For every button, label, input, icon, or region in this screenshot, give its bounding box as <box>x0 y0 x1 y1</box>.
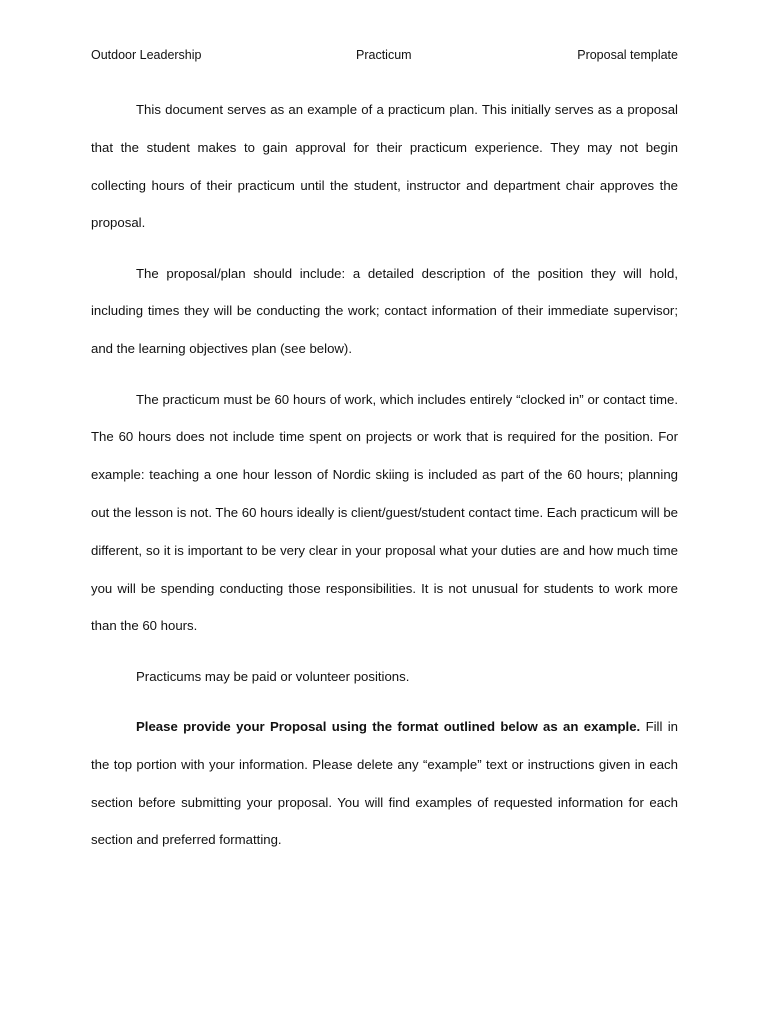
paragraph-proposal-contents: The proposal/plan should include: a detailed description of the position they will hold, including times they will be conducting the work; contact information of their immediate supervisor; and the learning objectives plan (see below). <box>91 265 678 357</box>
paragraph-instructions <box>91 708 678 859</box>
page-header <box>91 46 678 64</box>
header-document-type: Proposal template <box>577 48 678 62</box>
instructions-bold-lead: Please provide your Proposal using the format outlined below as an example. <box>136 718 641 734</box>
paragraph-intro: This document serves as an example of a practicum plan. This initially serves as a proposal that the student makes to gain approval for their practicum experience. They may not begin collecting hours of their practicum until the student, instructor and department chair approves the proposal. <box>91 102 678 231</box>
header-course-name: Outdoor Leadership <box>91 48 202 62</box>
header-section-name: Practicum <box>356 48 412 62</box>
paragraph-hours-requirement: The practicum must be 60 hours of work, which includes entirely “clocked in” or contact time. The 60 hours does not include time spent on projects or work that is required for the position. For example: teaching a one hour lesson of Nordic skiing is included as part of the 60 hours; planning out the lesson is not. The 60 hours ideally is client/guest/student contact time. Each practicum will be different, so it is important to be very clear in your proposal what your duties are and how much time you will be spending conducting those responsibilities. It is not unusual for students to work more than the 60 hours. <box>91 391 678 634</box>
instructions-rest: Fill in the top portion with your information. Please delete any “example” text or instructions given in each section before submitting your proposal. You will find examples of requested information for each section and preferred formatting. <box>91 718 679 848</box>
paragraph-paid-volunteer: Practicums may be paid or volunteer positions. <box>136 668 410 684</box>
document-body <box>91 91 678 859</box>
